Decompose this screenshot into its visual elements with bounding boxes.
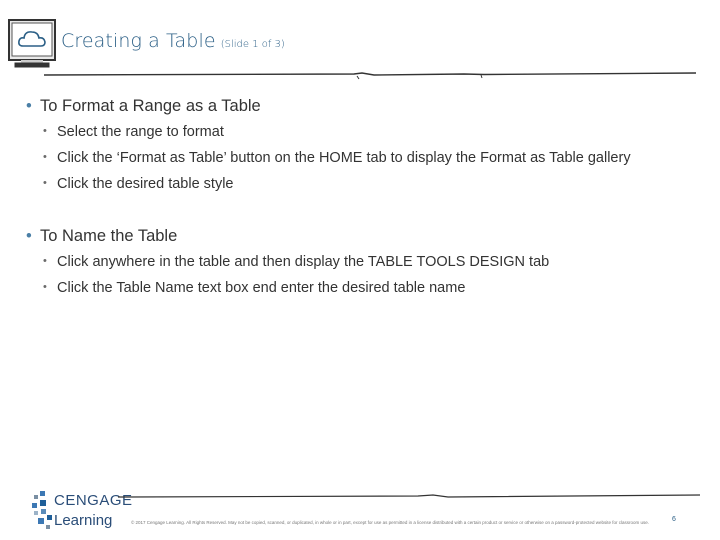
title-divider [44,68,696,80]
sub-bullet-list [26,252,686,299]
copyright-notice: © 2017 Cengage Learning. All Rights Reserved. May not be copied, scanned, or duplicated, in whole or in part, except for use as permitted in a license distributed with a certain product or service or otherwise on a password-protected website for classroom use. [130,520,650,525]
sub-bullet [26,174,686,195]
sub-bullet-text: Select the range to format [57,124,224,140]
sub-bullet-dot: • [43,281,47,293]
slide-title-main: Creating a Table [61,30,216,52]
bullet-format-range [26,96,686,116]
page-number: 6 [672,516,676,523]
bullet-dot: • [26,97,32,115]
logo-wordmark-line2: Learning [54,512,113,529]
sub-bullet-text: Click the ‘Format as Table’ button on the HOME tab to display the Format as Table gallery [57,150,631,166]
sub-bullet [26,278,686,299]
bullet-name-table [26,226,686,246]
sub-bullet [26,252,686,273]
sub-bullet-list [26,122,686,195]
bullet-text: To Name the Table [40,227,178,245]
sub-bullet-text: Click the desired table style [57,176,234,192]
sub-bullet-dot: • [43,151,47,163]
sub-bullet-dot: • [43,255,47,267]
slide-title-suffix: (Slide 1 of 3) [220,39,285,50]
slide-body [26,96,686,304]
bullet-text: To Format a Range as a Table [40,97,261,115]
cloud-computer-icon [7,18,57,70]
sub-bullet [26,122,686,143]
sub-bullet-dot: • [43,177,47,189]
bullet-dot: • [26,227,32,245]
logo-wordmark-line1: CENGAGE [54,492,133,509]
footer-divider [118,490,700,502]
sub-bullet-text: Click anywhere in the table and then display the TABLE TOOLS DESIGN tab [57,254,550,270]
sub-bullet-dot: • [43,125,47,137]
slide-title [61,30,285,52]
sub-bullet [26,148,686,169]
sub-bullet-text: Click the Table Name text box end enter the desired table name [57,280,466,296]
